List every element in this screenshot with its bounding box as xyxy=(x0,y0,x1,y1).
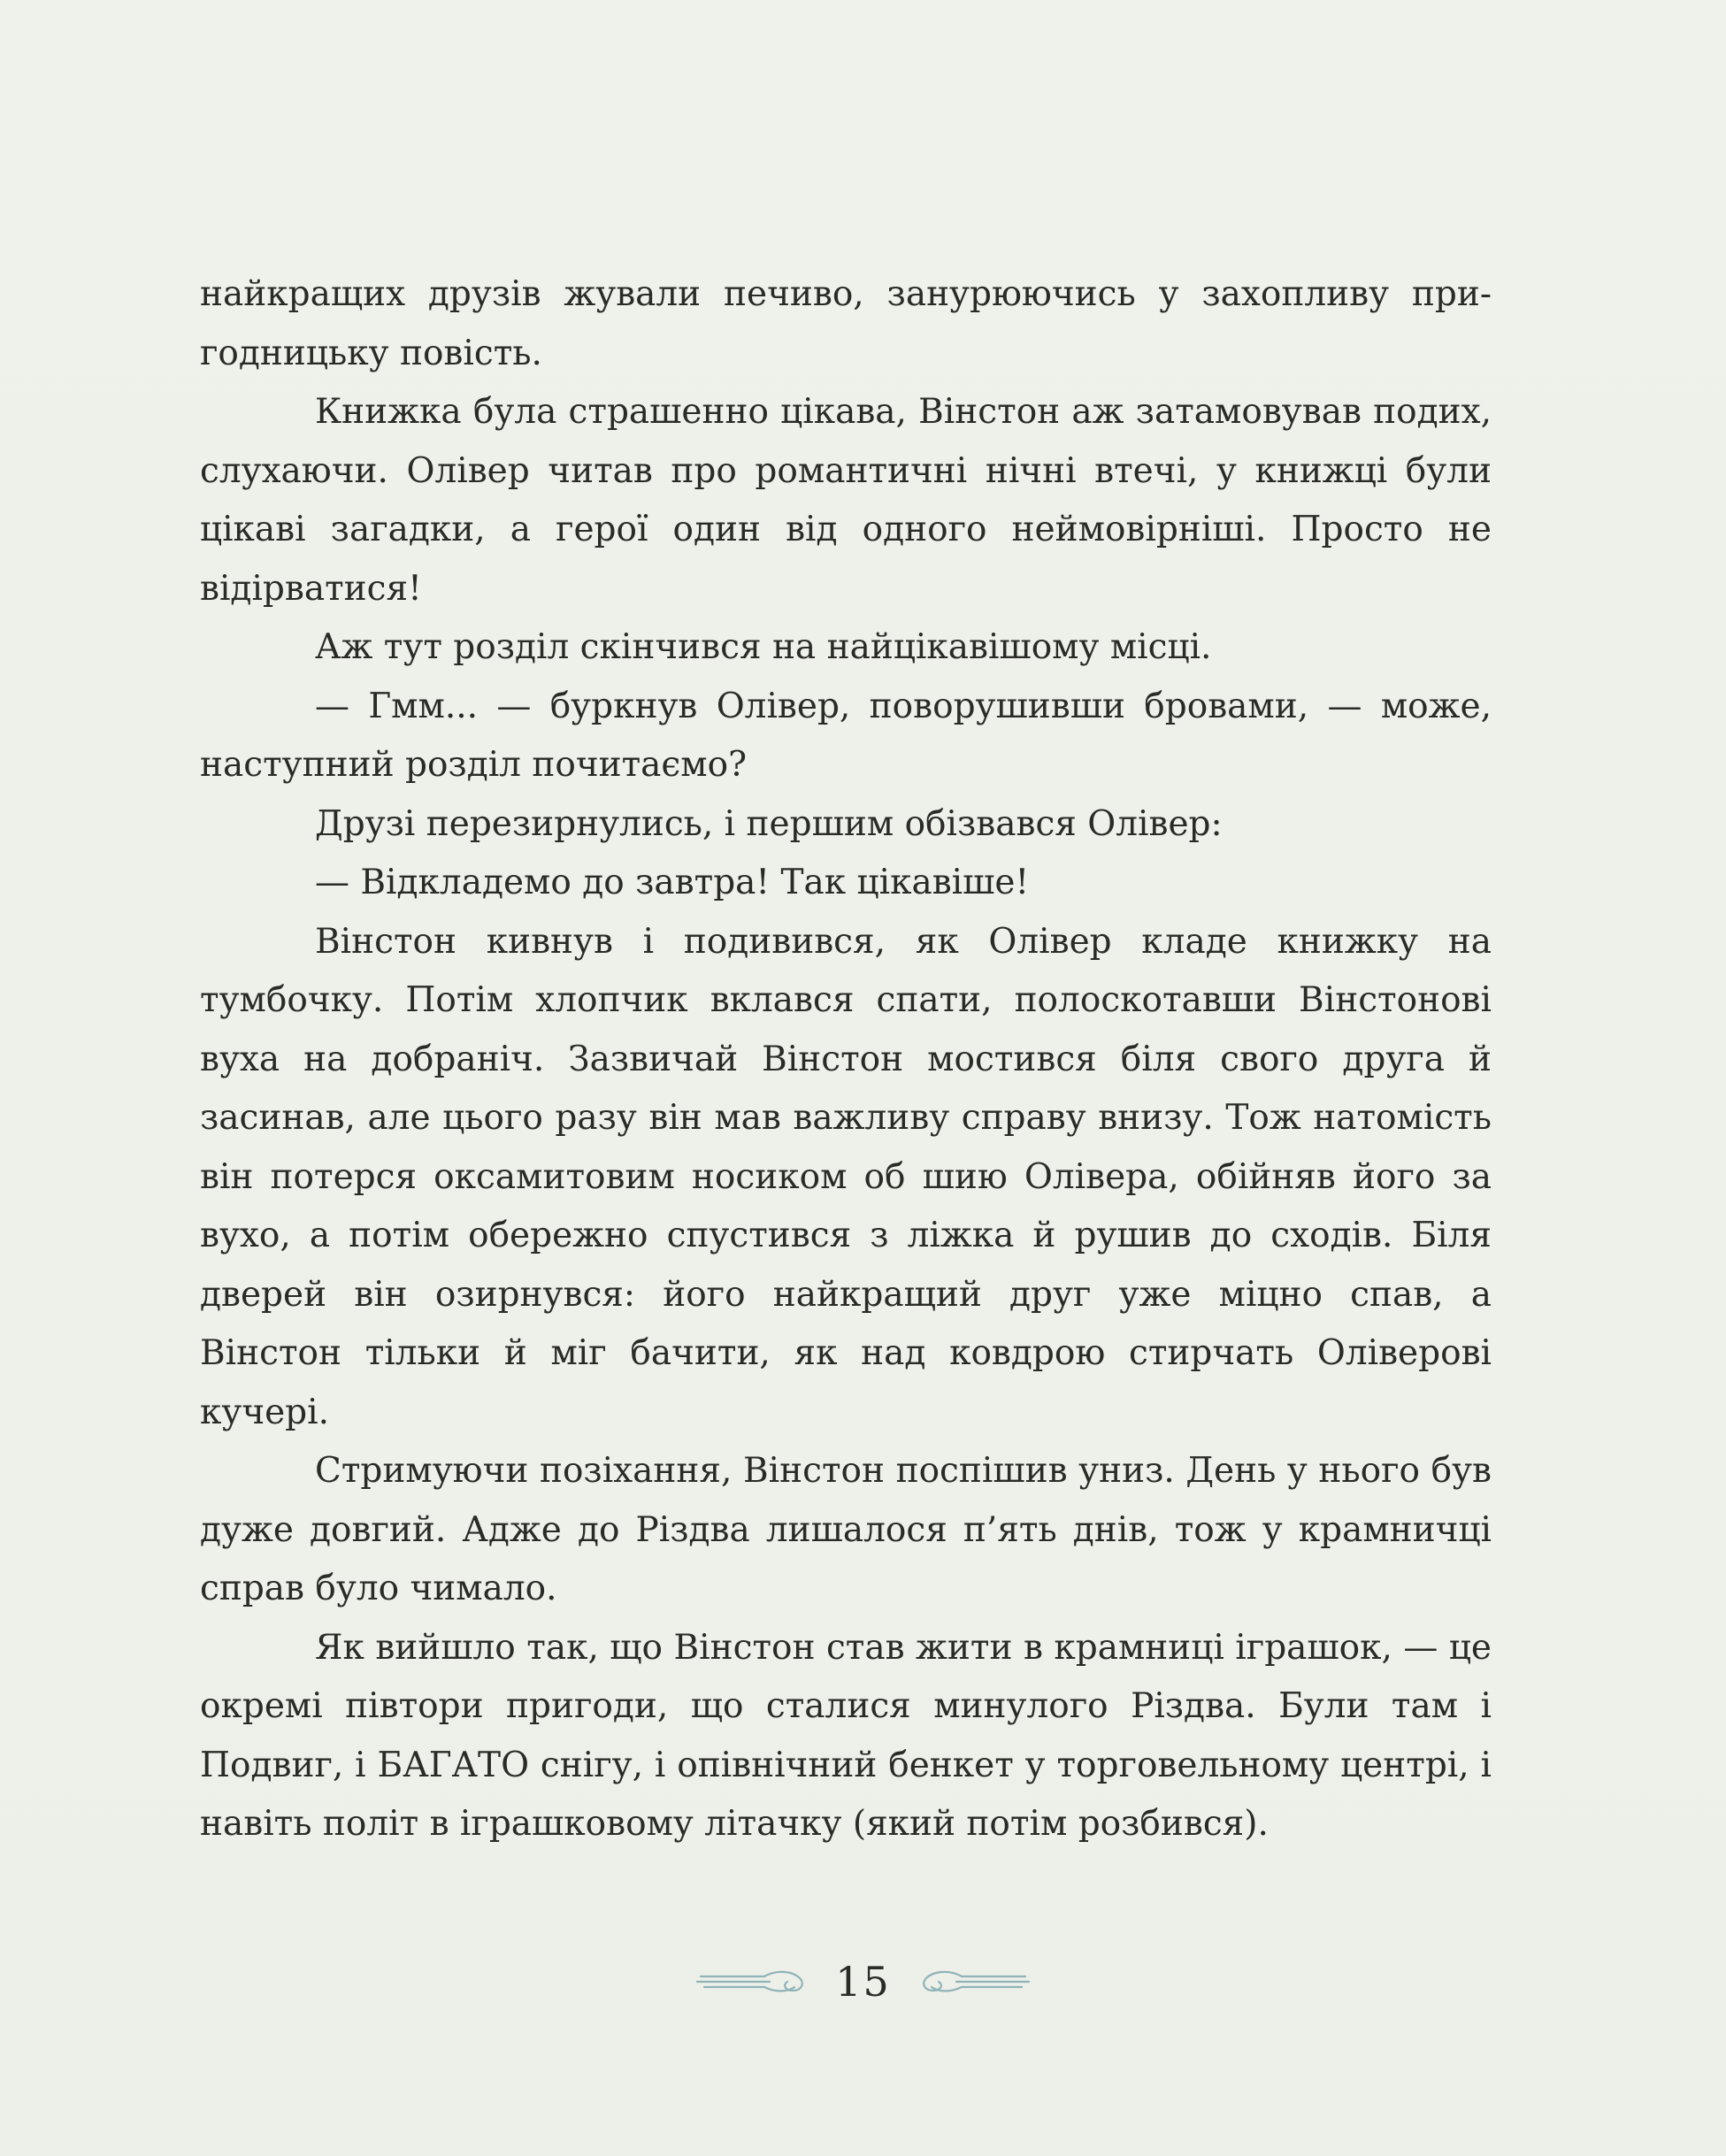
paragraph-1: найкращих друзів жували печиво, занурюючись у захопливу пригодницьку повість. xyxy=(200,274,1492,373)
paragraph-2: Книжка була страшенно цікава, Вінстон аж затамовував подих, слухаючи. Олівер читав про романтичні нічні втечі, у книжці були цікаві загадки, а герої один від одного неймовірніші. Просто не відірватися! xyxy=(200,392,1492,609)
paragraph-5: Друзі перезирнулись, і першим обізвався Олівер: xyxy=(315,803,1223,844)
page-footer xyxy=(0,1946,1726,2017)
paragraph-6: — Відкладемо до завтра! Так цікавіше! xyxy=(315,863,1030,902)
paragraph-8: Стримуючи позіхання, Вінстон поспішив униз. День у нього був дуже довгий. Адже до Різдва лишалося п’ять днів, тож у крамничці справ було чимало. xyxy=(200,1451,1492,1608)
paragraph-4: — Гмм... — буркнув Олівер, поворушивши бровами, — може, наступний розділ почитаємо? xyxy=(200,686,1492,785)
paragraph-9: Як вийшло так, що Вінстон став жити в крамниці іграшок, — це окремі півтори пригоди, що сталися минулого Різдва. Були там і Подвиг, і БАГАТО снігу, і опівнічний бенкет у торговельному центрі, і навіть політ в іграшковому літачку (який потім розбився). xyxy=(200,1627,1492,1844)
paragraph-7: Вінстон кивнув і подивився, як Олівер кладе книжку на тумбочку. Потім хлопчик вклався спати, полоскотавши Вінстонові вуха на добраніч. Зазвичай Вінстон мостився біля свого друга й засинав, але цього разу він мав важливу справу внизу. Тож натомість він потерся оксамитовим носиком об шию Олівера, обійняв його за вухо, а потім обережно спустився з ліжка й рушив до сходів. Біля дверей він озирнувся: його найкращий друг уже міцно спав, а Вінстон тільки й міг бачити, як над ковдрою стирчать Оліверові кучері. xyxy=(200,921,1492,1432)
body-text xyxy=(200,265,1492,1854)
right-flourish-icon xyxy=(916,1966,1031,1998)
page-number: 15 xyxy=(835,1958,891,2006)
paragraph-3: Аж тут розділ скінчився на найцікавішому місці. xyxy=(315,627,1212,667)
left-flourish-icon xyxy=(695,1966,810,1998)
